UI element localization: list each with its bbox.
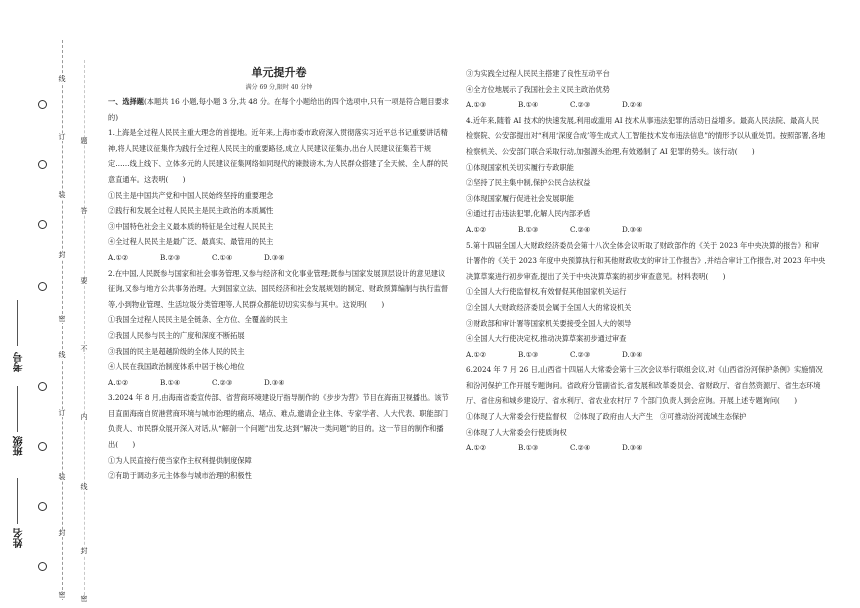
binding-margin — [0, 0, 100, 608]
choice-d[interactable]: D.③④ — [622, 443, 643, 453]
question-stem: 6.2024 年 7 月 26 日,山西省十四届人大常委会第十三次会议举行联组会议,对《山西省汾河保护条例》实施情况和汾河保护工作开展专题询问。省政府分管副省长,省发展和改革委员会、省财政厅、省自然资源厅、省生态环境厅、省住房和城乡建设厅、省水利厅、省农业农村厅 7 个部门负责人到会应询。开展上述专题询问( ) — [466, 365, 823, 406]
seal-warning-char: 封 — [80, 547, 88, 555]
binding-hole — [38, 502, 47, 511]
question-6 — [466, 362, 826, 456]
class-line[interactable] — [17, 386, 18, 432]
seal-char: 封 — [56, 530, 68, 537]
choice-c[interactable]: C.②④ — [570, 224, 591, 234]
binding-hole — [38, 442, 47, 451]
question-item: ②践行和发展全过程人民民主是民主政治的本质属性 — [108, 206, 274, 216]
choice-d[interactable]: D.②④ — [622, 100, 643, 110]
question-item: ③为实践全过程人民民主搭建了良性互动平台 — [466, 69, 610, 78]
seal-warning-char: 内 — [80, 413, 88, 421]
choice-b[interactable]: B.①③ — [518, 443, 539, 453]
left-column — [108, 64, 450, 484]
question-item: ④全方位地展示了我国社会主义民主政治优势 — [466, 84, 610, 94]
binding-hole — [38, 282, 47, 291]
question-item: ③财政部和审计署等国家机关要接受全国人大的领导 — [466, 318, 632, 328]
choice-b[interactable]: B.①③ — [518, 349, 539, 359]
name-line[interactable] — [17, 478, 18, 524]
choice-row — [466, 440, 826, 456]
binding-hole — [38, 100, 47, 109]
seal-warning-char: 答 — [80, 207, 88, 215]
choice-row — [466, 347, 826, 363]
question-1 — [108, 125, 450, 265]
choice-c[interactable]: C.②③ — [212, 377, 233, 387]
choice-row — [108, 250, 450, 266]
question-item: ②坚持了民主集中制,保护公民合法权益 — [466, 178, 591, 188]
seal-char: 线 — [56, 76, 68, 83]
question-item: ④人民在我国政治制度体系中居于核心地位 — [108, 362, 245, 372]
question-item: ①全国人大行使监督权,有效督促其他国家机关运行 — [466, 287, 627, 297]
choice-a[interactable]: A.①② — [466, 224, 487, 234]
seal-char: 订 — [56, 134, 68, 141]
student-id-line[interactable] — [17, 300, 18, 346]
choice-d[interactable]: D.③④ — [622, 349, 643, 359]
seal-char: 订 — [56, 410, 68, 417]
seal-warning-char: 密 — [80, 595, 88, 603]
question-item: ③中国特色社会主义最本质的特征是全过程人民民主 — [108, 221, 274, 231]
seal-char: 密 — [56, 316, 68, 323]
question-item: ②全国人大财政经济委员会属于全国人大的常设机关 — [466, 302, 632, 312]
choice-a[interactable]: A.①② — [108, 252, 129, 262]
choice-row — [466, 97, 826, 113]
choice-row — [108, 375, 450, 391]
choice-c[interactable]: C.①④ — [212, 252, 233, 262]
question-stem: 2.在中国,人民既参与国家和社会事务管理,又参与经济和文化事业管理;既参与国家发展顶层设计的意见建议征询,又参与地方公共事务治理。大到国家立法、国民经济和社会发展规划的制定、财政预算编制与执行监督等,小到物业管理、生活垃圾分类管理等,人民群众都能切切实实参与其中。这说明( ) — [108, 268, 449, 309]
seal-warning-char: 线 — [80, 483, 88, 491]
question-item: ①为人民直接行使当家作主权利提供制度保障 — [108, 455, 252, 465]
question-item: ①体现国家机关切实履行专政职能 — [466, 162, 574, 172]
section-heading — [108, 94, 450, 125]
question-item: ①民主是中国共产党和中国人民始终坚持的重要理念 — [108, 190, 274, 200]
choice-d[interactable]: D.③④ — [264, 252, 285, 262]
question-item: ④通过打击违法犯罪,化解人民内部矛盾 — [466, 209, 591, 219]
question-item: ④体现了人大常委会行使质询权 — [466, 427, 567, 437]
question-item: ④全国人大行使决定权,推动决算草案初步通过审查 — [466, 334, 627, 344]
page-subtitle: 满分 69 分,限时 40 分钟 — [245, 84, 313, 91]
seal-warning-char: 题 — [80, 137, 88, 145]
choice-row — [466, 222, 826, 238]
question-item: ②有助于调动多元主体参与城市治理的积极性 — [108, 471, 252, 481]
question-stem: 4.近年来,随着 AI 技术的快速发展,利用或滥用 AI 技术从事违法犯罪的活动日益增多。最高人民法院、最高人民检察院、公安部提出对“利用‘深度合成’等生成式人工智能技术发布违法信息”的情形予以从重处罚。按照部署,各地检察机关、公安部门联合采取行动,加强源头治理,有效遏制了 AI 犯罪的势头。该行动( ) — [466, 115, 826, 156]
question-5 — [466, 238, 826, 363]
question-2 — [108, 266, 450, 391]
seal-char: 装 — [56, 192, 68, 199]
section-instruction: (本题共 16 小题,每小题 3 分,共 48 分。在每个小题给出的四个选项中,只有一项是符合题目要求的) — [108, 97, 449, 122]
choice-a[interactable]: A.①② — [466, 349, 487, 359]
question-item: ③我国的民主是超越阶级的全体人民的民主 — [108, 346, 245, 356]
binding-hole — [38, 160, 47, 169]
seal-char: 线 — [56, 352, 68, 359]
question-stem: 5.第十四届全国人大财政经济委员会第十八次全体会议听取了财政部作的《关于 2023 年中央决算的报告》和审计署作的《关于 2023 年度中央预算执行和其他财政收支的审计工作报告》,并结合审计工作报告,对 2023 年中央决算草案进行初步审查,提出了关于中央决算草案的初步审查意见。材料表明( ) — [466, 240, 826, 281]
section-title: 一、选择题 — [108, 97, 144, 106]
class-label: 班级 — [14, 436, 25, 456]
seal-char: 装 — [56, 474, 68, 481]
seal-char: 密 — [56, 592, 68, 599]
question-3-continued — [466, 66, 826, 113]
question-item: ①体现了人大常委会行使监督权 ②体现了政府由人大产生 ③可推动汾河流域生态保护 — [466, 412, 747, 422]
binding-hole — [38, 382, 47, 391]
question-item: ②我国人民参与民主的广度和深度不断拓展 — [108, 330, 245, 340]
choice-c[interactable]: C.②③ — [570, 349, 591, 359]
choice-c[interactable]: C.②③ — [570, 100, 591, 110]
choice-a[interactable]: A.①② — [108, 377, 129, 387]
question-item: ③体现国家履行促进社会发展职能 — [466, 193, 574, 203]
question-stem: 1.上海是全过程人民民主重大理念的首提地。近年来,上海市委市政府深入贯彻落实习近平总书记重要讲话精神,将人民建议征集作为践行全过程人民民主的重要路径,成立人民建议征集办,出台人民建议征集若干规定……线上线下、立体多元的人民建议征集网络如同现代的谏鼓谤木,为人民群众搭建了全天候、全人群的民意直通车。这表明( ) — [108, 128, 449, 184]
choice-a[interactable]: A.①③ — [466, 100, 487, 110]
seal-warning-char: 不 — [80, 345, 88, 353]
student-id-label: 考号 — [14, 352, 25, 372]
page-title: 单元提升卷 — [251, 66, 307, 79]
question-4 — [466, 113, 826, 238]
question-stem: 3.2024 年 8 月,由海南省委宣传部、省营商环境建设厅指导制作的《步步为营》节目在海南卫视播出。该节目直面海南自贸港营商环境与城市治理的痛点、堵点、难点,邀请企业主体、专家学者、人大代表、职能部门负责人、市民群众展开深入对话,从“解剖一个问题”出发,达到“解决一类问题”的目的。这一节目的制作和播出( ) — [108, 393, 449, 450]
choice-b[interactable]: B.①④ — [160, 377, 181, 387]
choice-d[interactable]: D.③④ — [622, 224, 643, 234]
question-3 — [108, 390, 450, 484]
choice-a[interactable]: A.①② — [466, 443, 487, 453]
right-column — [466, 66, 826, 456]
choice-d[interactable]: D.③④ — [264, 377, 285, 387]
binding-hole — [38, 220, 47, 229]
choice-b[interactable]: B.①③ — [518, 224, 539, 234]
choice-c[interactable]: C.②④ — [570, 443, 591, 453]
name-label: 姓名 — [14, 528, 25, 548]
binding-hole — [38, 562, 47, 571]
question-item: ④全过程人民民主是最广泛、最真实、最管用的民主 — [108, 237, 274, 247]
seal-warning-char: 要 — [80, 277, 88, 285]
question-item: ①我国全过程人民民主是全链条、全方位、全覆盖的民主 — [108, 315, 288, 325]
choice-b[interactable]: B.①④ — [518, 100, 539, 110]
choice-b[interactable]: B.②③ — [160, 252, 181, 262]
seal-char: 封 — [56, 252, 68, 259]
